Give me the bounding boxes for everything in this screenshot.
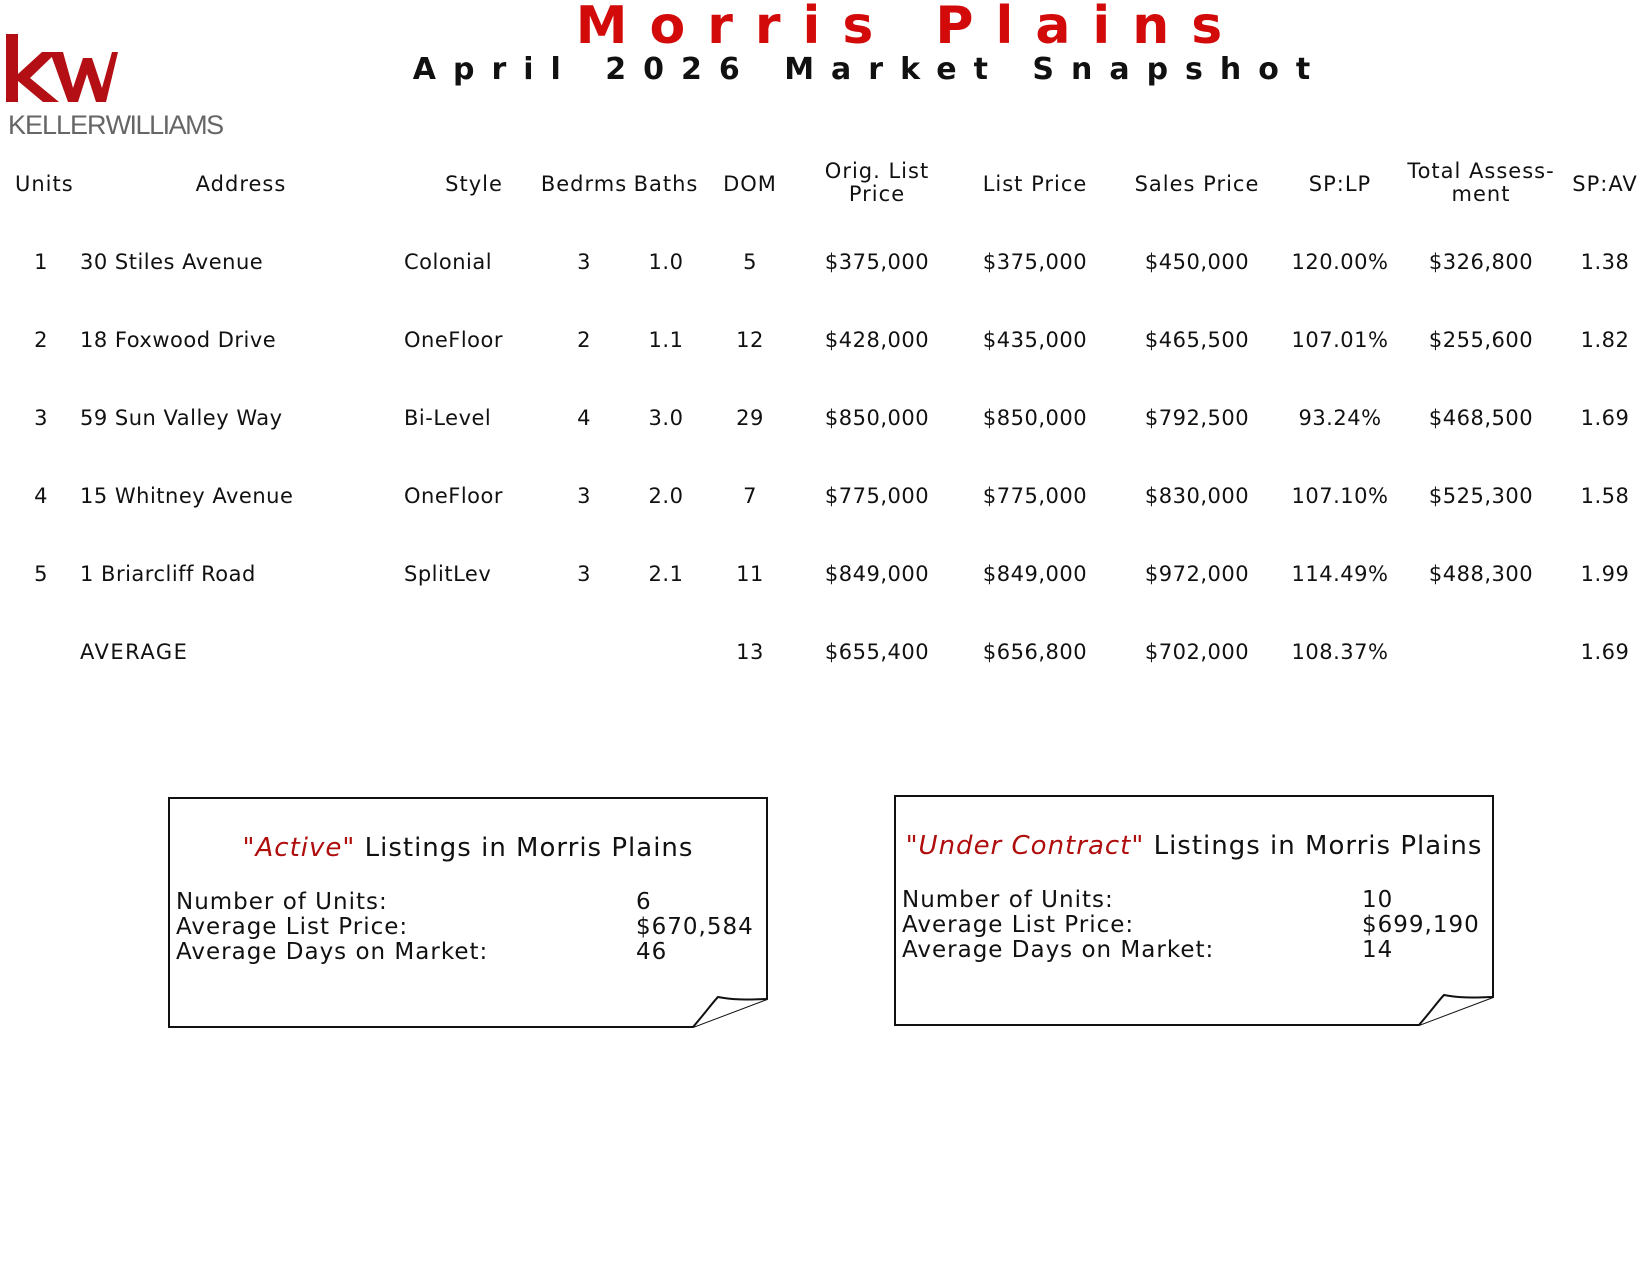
active-avg-dom-value: 46 [636, 939, 668, 965]
cell-sp-av: 1.99 [1580, 562, 1630, 586]
active-box-title-highlight: "Active" [242, 833, 356, 863]
col-header-total-assessment-line2: ment [1451, 182, 1511, 206]
cell-style: OneFloor [404, 484, 504, 508]
average-orig-list-price: $655,400 [824, 640, 930, 664]
under-contract-listings-box [894, 795, 1494, 1025]
active-box-title [168, 833, 768, 863]
logo-brand-light: WILLIAMS [105, 110, 223, 140]
cell-orig-list-price: $775,000 [824, 484, 930, 508]
col-header-sp-lp: SP:LP [1308, 172, 1372, 196]
cell-baths: 3.0 [648, 406, 684, 430]
col-header-total-assessment-line1: Total Assess- [1407, 159, 1555, 183]
cell-total-assessment: $255,600 [1428, 328, 1534, 352]
cell-address: 59 Sun Valley Way [80, 406, 283, 430]
col-header-units: Units [15, 172, 74, 196]
logo-brand-text [8, 110, 223, 141]
cell-sales-price: $830,000 [1144, 484, 1250, 508]
cell-list-price: $435,000 [982, 328, 1088, 352]
cell-list-price: $775,000 [982, 484, 1088, 508]
cell-dom: 29 [736, 406, 764, 430]
cell-unit: 5 [34, 562, 48, 586]
cell-bedrooms: 3 [577, 250, 591, 274]
contract-units-label: Number of Units: [902, 887, 1114, 913]
contract-units-value: 10 [1362, 887, 1394, 913]
col-header-orig-list-price-line1: Orig. List [824, 159, 930, 183]
active-avg-dom-row [176, 939, 668, 965]
cell-bedrooms: 3 [577, 484, 591, 508]
cell-style: OneFloor [404, 328, 504, 352]
cell-sales-price: $465,500 [1144, 328, 1250, 352]
cell-address: 1 Briarcliff Road [80, 562, 256, 586]
cell-total-assessment: $468,500 [1428, 406, 1534, 430]
cell-dom: 5 [743, 250, 757, 274]
cell-list-price: $850,000 [982, 406, 1088, 430]
cell-sp-lp: 93.24% [1298, 406, 1382, 430]
average-sp-av: 1.69 [1580, 640, 1630, 664]
active-listings-box [168, 797, 768, 1027]
cell-sp-av: 1.58 [1580, 484, 1630, 508]
contract-avg-price-label: Average List Price: [902, 912, 1135, 938]
contract-box-title-rest: Listings in Morris Plains [1144, 831, 1483, 861]
col-header-orig-list-price [825, 160, 929, 206]
cell-sp-av: 1.38 [1580, 250, 1630, 274]
logo-brand-bold: KELLER [8, 110, 106, 140]
col-header-style: Style [445, 172, 503, 196]
cell-unit: 2 [34, 328, 48, 352]
average-list-price: $656,800 [982, 640, 1088, 664]
cell-unit: 3 [34, 406, 48, 430]
active-avg-price-value: $670,584 [636, 914, 754, 940]
cell-baths: 1.1 [648, 328, 684, 352]
cell-dom: 7 [743, 484, 757, 508]
cell-style: SplitLev [404, 562, 492, 586]
cell-bedrooms: 2 [577, 328, 591, 352]
cell-address: 15 Whitney Avenue [80, 484, 294, 508]
col-header-list-price: List Price [982, 172, 1088, 196]
active-box-title-rest: Listings in Morris Plains [355, 833, 694, 863]
page-title: Morris Plains [575, 0, 1245, 56]
col-header-orig-list-price-line2: Price [848, 182, 906, 206]
contract-units-row [902, 887, 1394, 913]
cell-sp-lp: 107.01% [1291, 328, 1389, 352]
col-header-bedrooms: Bedrms [540, 172, 628, 196]
cell-list-price: $375,000 [982, 250, 1088, 274]
cell-sp-av: 1.69 [1580, 406, 1630, 430]
cell-sp-lp: 107.10% [1291, 484, 1389, 508]
contract-avg-dom-row [902, 937, 1394, 963]
cell-dom: 11 [736, 562, 764, 586]
contract-box-title-highlight: "Under Contract" [905, 831, 1145, 861]
cell-sales-price: $972,000 [1144, 562, 1250, 586]
cell-orig-list-price: $375,000 [824, 250, 930, 274]
cell-baths: 2.1 [648, 562, 684, 586]
contract-avg-dom-label: Average Days on Market: [902, 937, 1215, 963]
cell-orig-list-price: $428,000 [824, 328, 930, 352]
cell-baths: 1.0 [648, 250, 684, 274]
average-dom: 13 [736, 640, 764, 664]
cell-sp-lp: 120.00% [1291, 250, 1389, 274]
cell-baths: 2.0 [648, 484, 684, 508]
col-header-total-assessment [1407, 160, 1554, 206]
contract-avg-dom-value: 14 [1362, 937, 1394, 963]
active-units-row [176, 889, 652, 915]
cell-sales-price: $792,500 [1144, 406, 1250, 430]
active-units-value: 6 [636, 889, 652, 915]
cell-orig-list-price: $849,000 [824, 562, 930, 586]
average-sales-price: $702,000 [1144, 640, 1250, 664]
cell-sp-lp: 114.49% [1291, 562, 1389, 586]
active-avg-dom-label: Average Days on Market: [176, 939, 489, 965]
cell-orig-list-price: $850,000 [824, 406, 930, 430]
cell-list-price: $849,000 [982, 562, 1088, 586]
cell-sp-av: 1.82 [1580, 328, 1630, 352]
cell-total-assessment: $488,300 [1428, 562, 1534, 586]
cell-style: Bi-Level [404, 406, 492, 430]
active-units-label: Number of Units: [176, 889, 388, 915]
page-subtitle: April 2026 Market Snapshot [412, 52, 1328, 87]
cell-unit: 4 [34, 484, 48, 508]
cell-bedrooms: 3 [577, 562, 591, 586]
col-header-sales-price: Sales Price [1134, 172, 1260, 196]
cell-style: Colonial [404, 250, 493, 274]
cell-total-assessment: $326,800 [1428, 250, 1534, 274]
col-header-dom: DOM [723, 172, 777, 196]
contract-avg-price-row [902, 912, 1480, 938]
cell-dom: 12 [736, 328, 764, 352]
contract-box-title [894, 831, 1494, 861]
col-header-address: Address [195, 172, 287, 196]
cell-sales-price: $450,000 [1144, 250, 1250, 274]
cell-total-assessment: $525,300 [1428, 484, 1534, 508]
cell-address: 30 Stiles Avenue [80, 250, 264, 274]
cell-bedrooms: 4 [577, 406, 591, 430]
contract-avg-price-value: $699,190 [1362, 912, 1480, 938]
cell-address: 18 Foxwood Drive [80, 328, 277, 352]
average-label: AVERAGE [80, 640, 189, 664]
col-header-sp-av: SP:AV [1572, 172, 1638, 196]
active-avg-price-row [176, 914, 754, 940]
average-sp-lp: 108.37% [1291, 640, 1389, 664]
active-avg-price-label: Average List Price: [176, 914, 409, 940]
cell-unit: 1 [34, 250, 48, 274]
col-header-baths: Baths [633, 172, 699, 196]
